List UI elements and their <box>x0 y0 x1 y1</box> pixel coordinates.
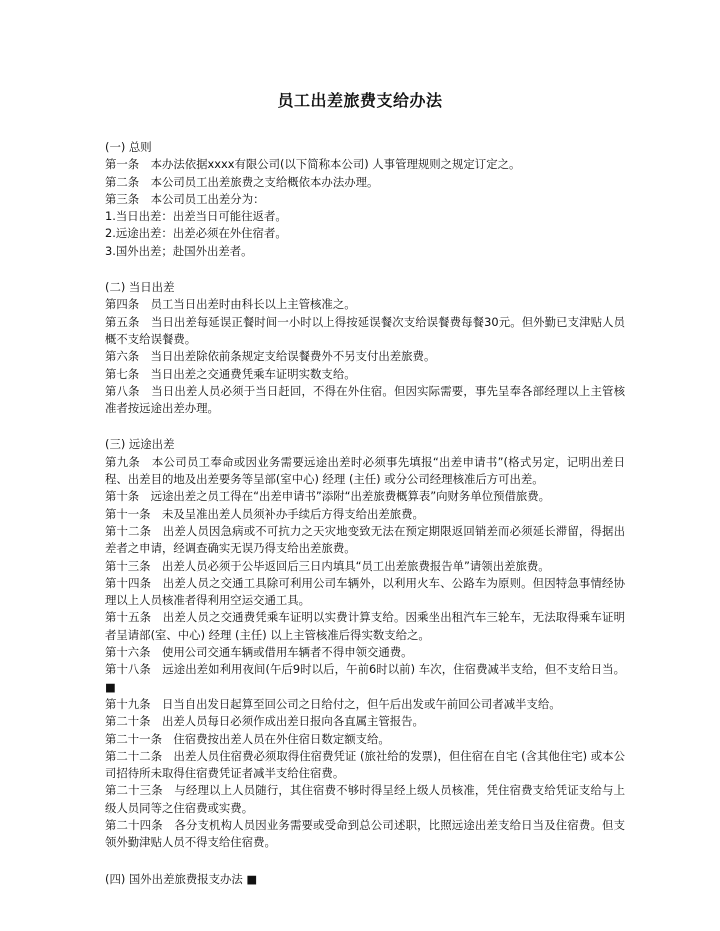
article-paragraph: 第三条 本公司员工出差分为： <box>105 191 265 206</box>
document-section <box>105 436 625 851</box>
article-paragraph: 第二条 本公司员工出差旅费之支给概依本办法办理。 <box>105 174 379 189</box>
article-paragraph: 第十九条 日当自出发日起算至回公司之日给付之，但午后出发或午前回公司者减半支给。 <box>105 696 561 711</box>
article-paragraph: 第十八条 远途出差如利用夜间(午后9时以后，午前6时以前) 车次，住宿费减半支给，但不支给日当。 ■ <box>105 662 625 694</box>
document-section <box>105 279 625 417</box>
article-paragraph: 2.远途出差：出差必须在外住宿者。 <box>105 226 287 241</box>
article-paragraph: 第九条 本公司员工奉命或因业务需要远途出差时必须事先填报“出差申请书”(格式另定，记明出差日程、出差目的地及出差要务等呈部(室中心) 经理 (主任) 或分公司经理核准后方可出差。 <box>105 454 625 487</box>
article-paragraph: 1.当日出差：出差当日可能往返者。 <box>105 209 287 224</box>
document-section <box>105 139 625 260</box>
article-paragraph: 第四条 员工当日出差时由科长以上主管核准之。 <box>105 297 356 312</box>
article-paragraph: 第十条 远途出差之员工得在“出差申请书”添附“出差旅费概算表”向财务单位预借旅费。 <box>105 489 551 504</box>
article-paragraph: 第十五条 出差人员之交通费凭乘车证明以实费计算支给。因乘坐出租汽车三轮车，无法取得乘车证明者呈请部(室、中心) 经理 (主任) 以上主管核准后得实数支给之。 <box>105 610 625 642</box>
article-paragraph: 第十一条 未及呈准出差人员须补办手续后方得支给出差旅费。 <box>105 506 424 521</box>
document-title: 员工出差旅费支给办法 <box>277 91 443 110</box>
article-paragraph: 第七条 当日出差之交通费凭乘车证明实数支给。 <box>105 366 356 381</box>
document-section <box>105 871 625 888</box>
article-paragraph: 第十二条 出差人员因急病或不可抗力之天灾地变致无法在预定期限返回销差而必须延长滞留，得据出差者之申请，经调查确实无误乃得支给出差旅费。 <box>105 523 625 556</box>
article-paragraph: 3.国外出差；赴国外出差者。 <box>105 243 253 258</box>
article-paragraph: 第二十二条 出差人员住宿费必须取得住宿费凭证 (旅社给的发票)，但住宿在自宅 (含其他住宅) 或本公司招待所未取得住宿费凭证者减半支给住宿费。 <box>105 748 625 781</box>
article-paragraph: 第二十一条 住宿费按出差人员在外住宿日数定额支给。 <box>105 731 390 746</box>
section-heading: (二) 当日出差 <box>105 280 175 295</box>
article-paragraph: 第十三条 出差人员必须于公毕返回后三日内填具“员工出差旅费报告单”请领出差旅费。 <box>105 558 550 573</box>
article-paragraph: 第十六条 使用公司交通车辆或借用车辆者不得申领交通费。 <box>105 645 413 660</box>
section-heading: (四) 国外出差旅费报支办法 ■ <box>105 871 258 886</box>
article-paragraph: 第六条 当日出差除依前条规定支给误餐费外不另支付出差旅费。 <box>105 349 436 364</box>
article-paragraph: 第五条 当日出差每延误正餐时间一小时以上得按延误餐次支给误餐费每餐30元。但外勤已支津贴人员概不支给误餐费。 <box>105 314 625 346</box>
article-paragraph: 第十四条 出差人员之交通工具除可利用公司车辆外，以利用火车、公路车为原则。但因特急事情经协理以上人员核准者得利用空运交通工具。 <box>105 575 625 608</box>
section-heading: (三) 远途出差 <box>105 437 175 452</box>
article-paragraph: 第二十三条 与经理以上人员随行，其住宿费不够时得呈经上级人员核准，凭住宿费支给凭证支给与上级人员同等之住宿费或实费。 <box>105 783 625 815</box>
article-paragraph: 第二十四条 各分支机构人员因业务需要或受命到总公司述职，比照远途出差支给日当及住宿费。但支领外勤津贴人员不得支给住宿费。 <box>105 817 625 850</box>
article-paragraph: 第八条 当日出差人员必须于当日赶回，不得在外住宿。但因实际需要，事先呈奉各部经理以上主管核准者按远途出差办理。 <box>105 383 625 416</box>
document-body <box>105 139 625 907</box>
section-heading: (一) 总则 <box>105 140 152 154</box>
article-paragraph: 第二十条 出差人员每日必须作成出差日报向各直属主管报告。 <box>105 714 424 729</box>
article-paragraph: 第一条 本办法依据xxxx有限公司(以下简称本公司) 人事管理规则之规定订定之。 <box>105 157 521 172</box>
